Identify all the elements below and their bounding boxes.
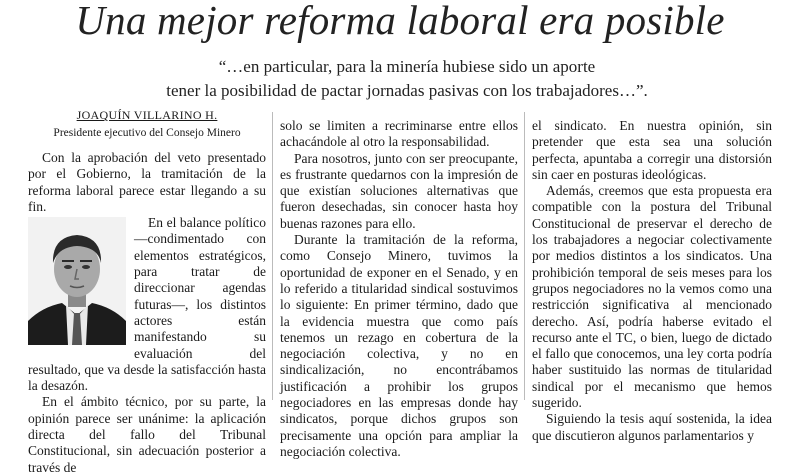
column-3: [532, 118, 772, 443]
paragraph: solo se limiten a recriminarse entre ellos achacándole al otro la responsabilidad.: [280, 118, 518, 150]
pull-quote-line-1: “…en particular, para la minería hubiese sido un aporte: [218, 57, 596, 76]
column-2: [280, 118, 518, 459]
paragraph: Durante la tramitación de la reforma, como Consejo Minero, tuvimos la oportunidad de exponer en el Senado, y en lo referido a titularidad sindical sostuvimos lo siguiente: En primer término, dado que la evidencia muestra que como país tenemos un rezago en cobertura de la negociación colectiva, y no en sindicalización, no encontrábamos justificación a prohibir los grupos negociadores en las empresas donde hay sindicatos, porque dichos grupos son precisamente una opción para ampliar la negociación colectiva.: [280, 232, 518, 459]
paragraph: Para nosotros, junto con ser preocupante, es frustrante quedarnos con la impresión de que existían soluciones alternativas que fueron desechadas, sin conocer hasta hoy buenas razones para ello.: [280, 150, 518, 231]
paragraph: En el balance político —condimentado con elementos estratégicos, para tratar de direccionar agendas futuras—, los distintos actores están manifestando su evaluación del resultado, que va desde la satisfacción hasta la desazón.: [28, 215, 266, 394]
column-divider: [524, 112, 525, 400]
paragraph: Con la aprobación del veto presentado por el Gobierno, la tramitación de la reforma laboral parece estar llegando a su fin.: [28, 150, 266, 214]
paragraph: En el ámbito técnico, por su parte, la opinión parece ser unánime: la aplicación directa del fallo del Tribunal Constitucional, sin adecuación posterior a través de: [28, 394, 266, 475]
author-photo: [28, 217, 126, 345]
author-role: Presidente ejecutivo del Consejo Minero: [53, 127, 241, 139]
column-1: [28, 108, 266, 475]
author-byline: JOAQUÍN VILLARINO H.: [76, 108, 218, 122]
pull-quote-line-2: tener la posibilidad de pactar jornadas pasivas con los trabajadores…”.: [166, 81, 648, 100]
paragraph: Además, creemos que esta propuesta era compatible con la postura del Tribunal Constitucional de preservar el derecho de los trabajadores a negociar colectivamente por medios distintos a los sindicatos. Una prohibición temporal de seis meses para los grupos negociadores no la vemos como una restricción significativa al mencionado derecho. Así, podría haberse evitado el recurso ante el TC, o bien, luego de dictado el fallo que conocemos, una ley corta podría haber sustituido las normas de titularidad sindical por el mecanismo que hemos sugerido.: [532, 183, 772, 411]
paragraph: Siguiendo la tesis aquí sostenida, la idea que discutieron algunos parlamentarios y: [532, 411, 772, 443]
headline: Una mejor reforma laboral era posible: [75, 0, 725, 43]
paragraph: el sindicato. En nuestra opinión, sin pretender que esta sea una solución perfecta, apuntaba a corregir una distorsión sin caer en posturas ideológicas.: [532, 118, 772, 182]
column-divider: [272, 112, 273, 400]
